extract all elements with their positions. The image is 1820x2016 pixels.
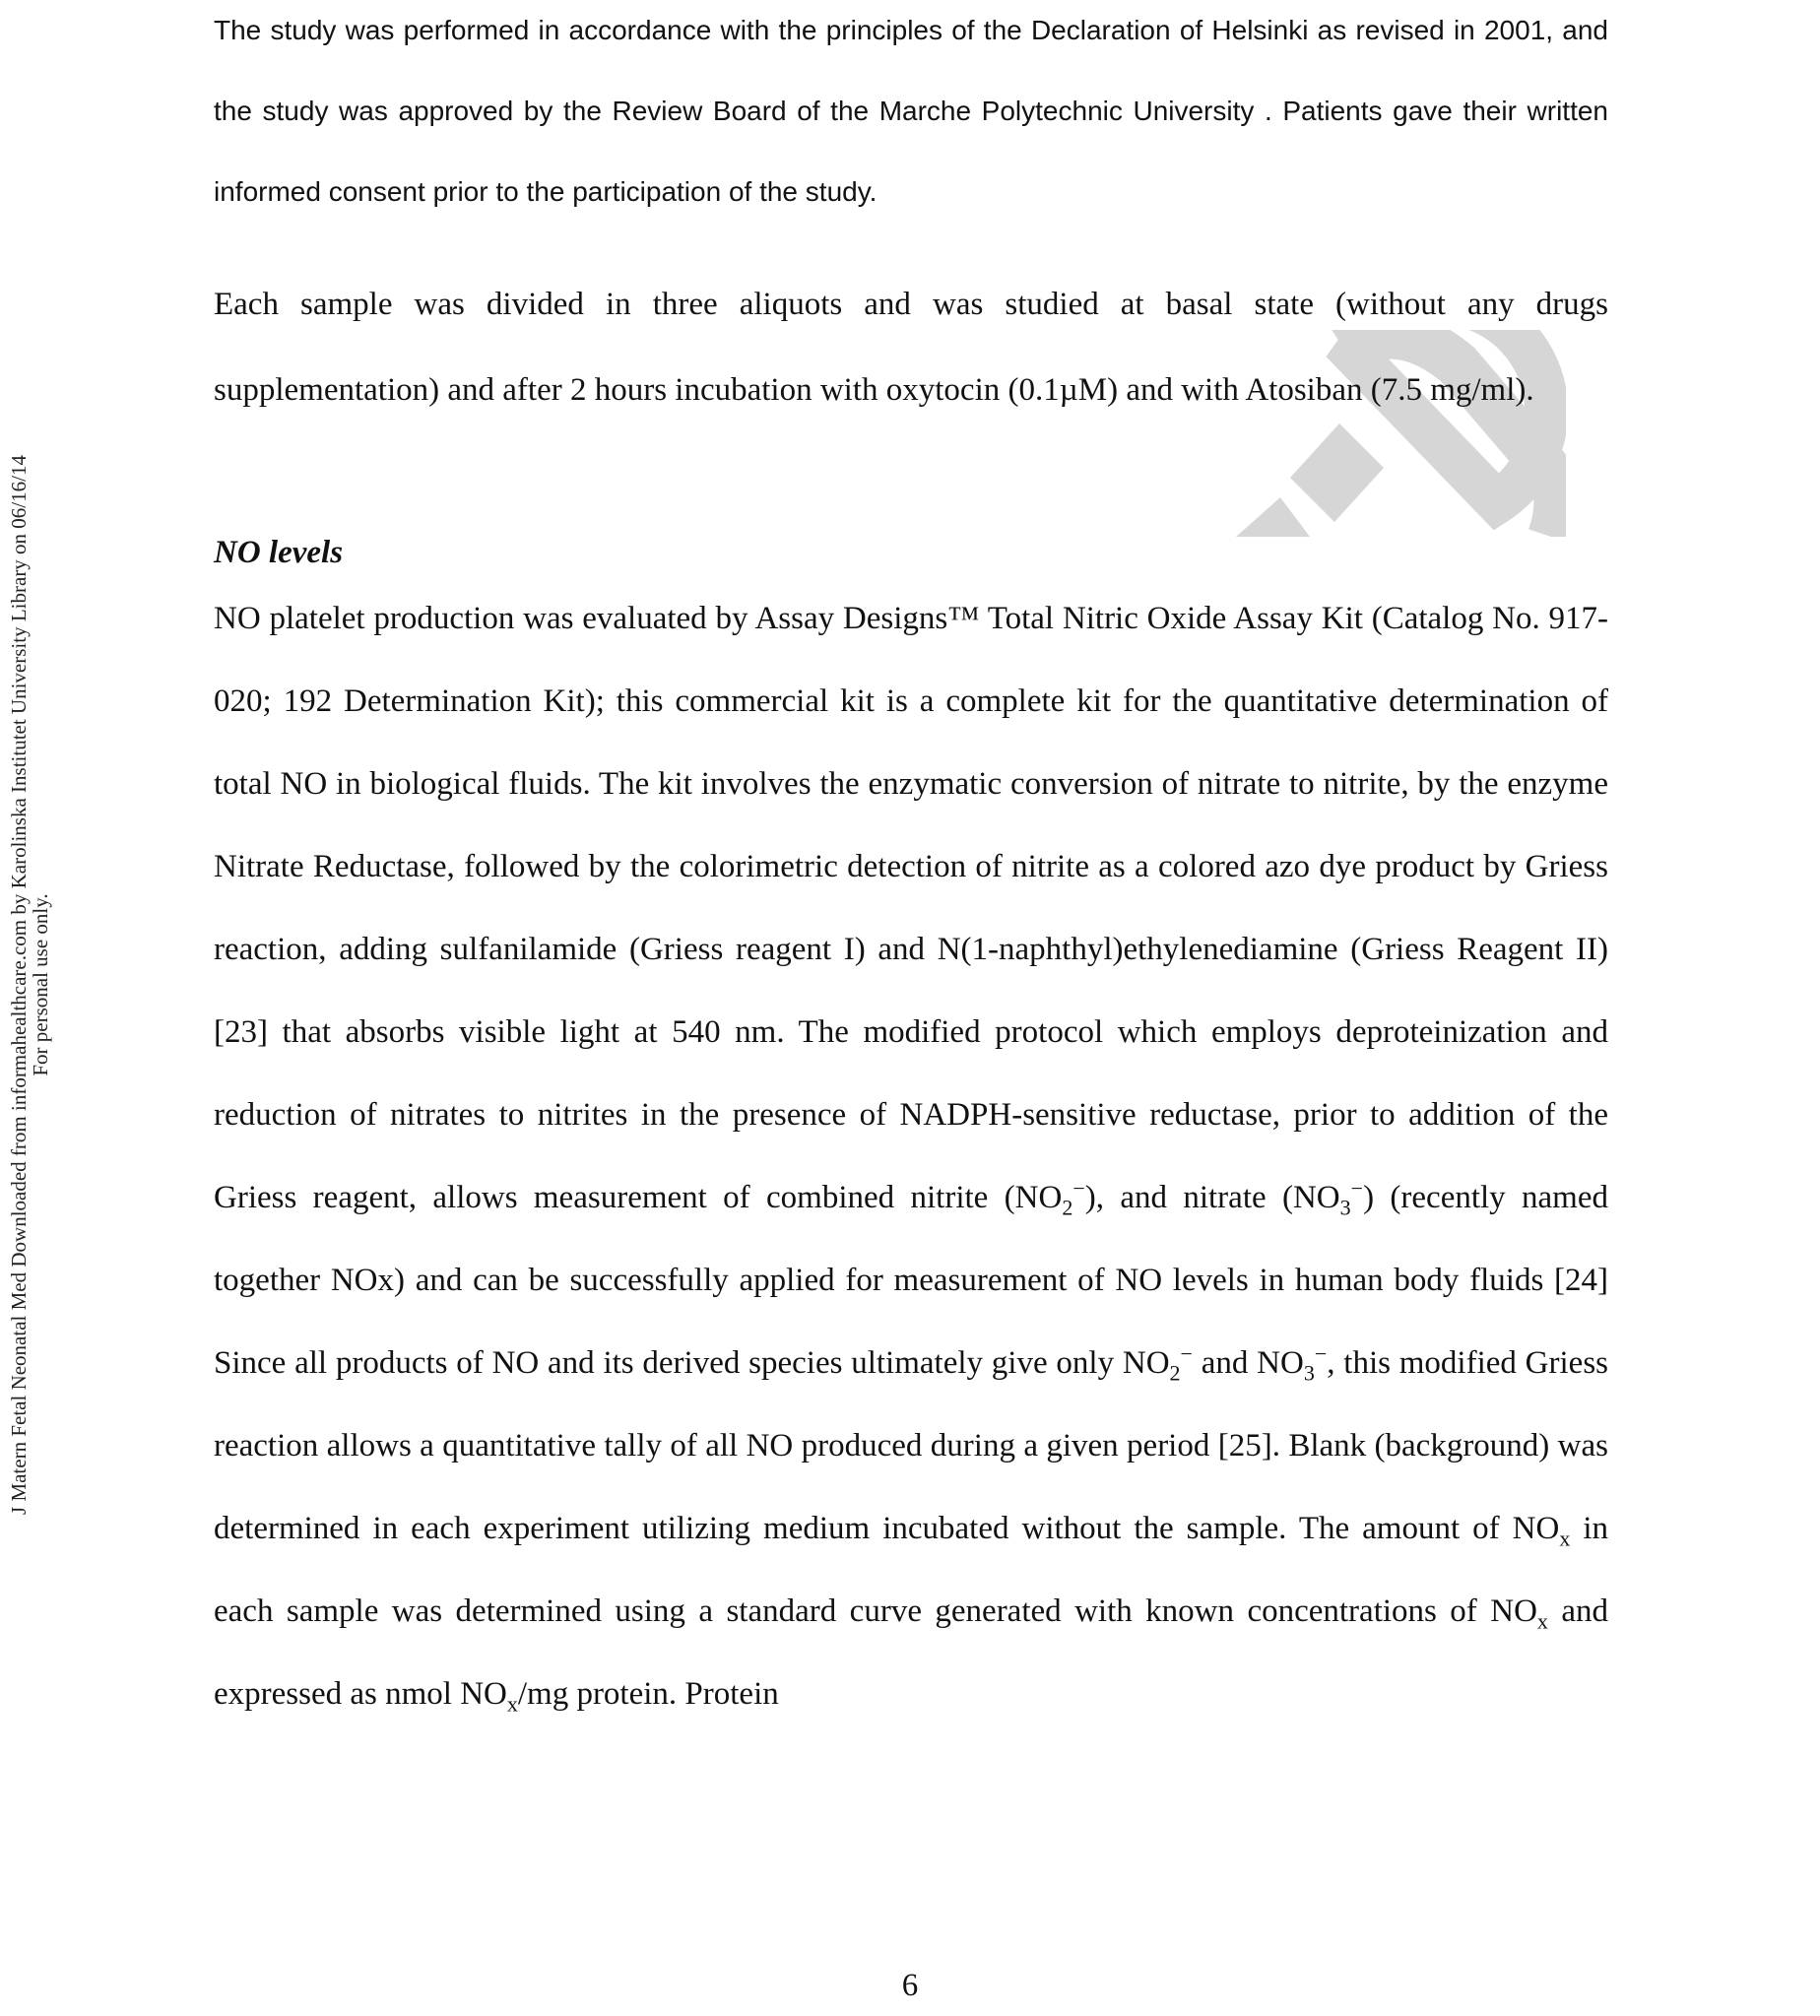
no-text-segment-5: , this modified Griess reaction allows a quantitative tally of all NO produced during a given period [25]. Blank (background) was determined in each experiment utilizing medium incubated without the sample. The amount of NO: [214, 1345, 1609, 1546]
no-text-segment-7: and expressed as nmol NO: [214, 1593, 1608, 1712]
no-text-segment-4: and NO: [1192, 1345, 1304, 1381]
no-levels-paragraph: [214, 577, 1608, 1735]
superscript-minus: −: [1314, 1341, 1328, 1366]
superscript-minus: −: [1072, 1176, 1085, 1201]
no-text-segment-8: /mg protein. Protein: [517, 1676, 779, 1712]
download-notice-text: [8, 246, 51, 1723]
subscript-3: 3: [1303, 1360, 1315, 1386]
section-heading-no-levels: NO levels: [214, 535, 344, 570]
page-number: 6: [901, 1968, 919, 2003]
no-text-segment-1: NO platelet production was evaluated by Assay Designs™ Total Nitric Oxide Assay Kit (Catalog No. 917-020; 192 Determination Kit); this commercial kit is a complete kit for the quantitative determination of total NO in biological fluids. The kit involves the enzymatic conversion of nitrate to nitrite, by the enzyme Nitrate Reductase, followed by the colorimetric detection of nitrite as a colored azo dye product by Griess reaction, adding sulfanilamide (Griess reagent I) and N(1-naphthyl)ethylenediamine (Griess Reagent II) [23] that absorbs visible light at 540 nm. The modified protocol which employs deproteinization and reduction of nitrates to nitrites in the presence of NADPH-sensitive reductase, prior to addition of the Griess reagent, allows measurement of combined nitrite (NO: [214, 601, 1608, 1215]
subscript-x: x: [1536, 1608, 1548, 1634]
sample-paragraph: Each sample was divided in three aliquots and was studied at basal state (without any drugs supplementation) and after 2 hours incubation with oxytocin (0.1µM) and with Atosiban (7.5 mg/ml).: [214, 287, 1608, 408]
superscript-minus: −: [1350, 1176, 1364, 1201]
subscript-x: x: [506, 1691, 518, 1717]
download-notice-line-2: For personal use only.: [29, 893, 52, 1076]
no-text-segment-6: in each sample was determined using a standard curve generated with known concentrations of NO: [214, 1511, 1608, 1629]
download-notice-sidebar: [0, 0, 59, 2016]
subscript-x: x: [1559, 1526, 1571, 1551]
superscript-minus: −: [1180, 1341, 1193, 1366]
subscript-2: 2: [1169, 1360, 1181, 1386]
no-text-segment-2: ), and nitrate (NO: [1084, 1180, 1340, 1215]
no-text-segment-3: ) (recently named together NOx) and can be successfully applied for measurement of NO levels in human body fluids [24] Since all products of NO and its derived species ultimately give only NO: [214, 1180, 1608, 1381]
subscript-3: 3: [1339, 1195, 1351, 1220]
download-notice-line-1: J Matern Fetal Neonatal Med Downloaded from informahealthcare.com by Karolinska Institutet University Library on 06/16/14: [7, 455, 31, 1515]
subscript-2: 2: [1062, 1195, 1073, 1220]
ethics-paragraph: The study was performed in accordance with the principles of the Declaration of Helsinki as revised in 2001, and the study was approved by the Review Board of the Marche Polytechnic University . Patients gave their written informed consent prior to the participation of the study.: [214, 15, 1608, 207]
